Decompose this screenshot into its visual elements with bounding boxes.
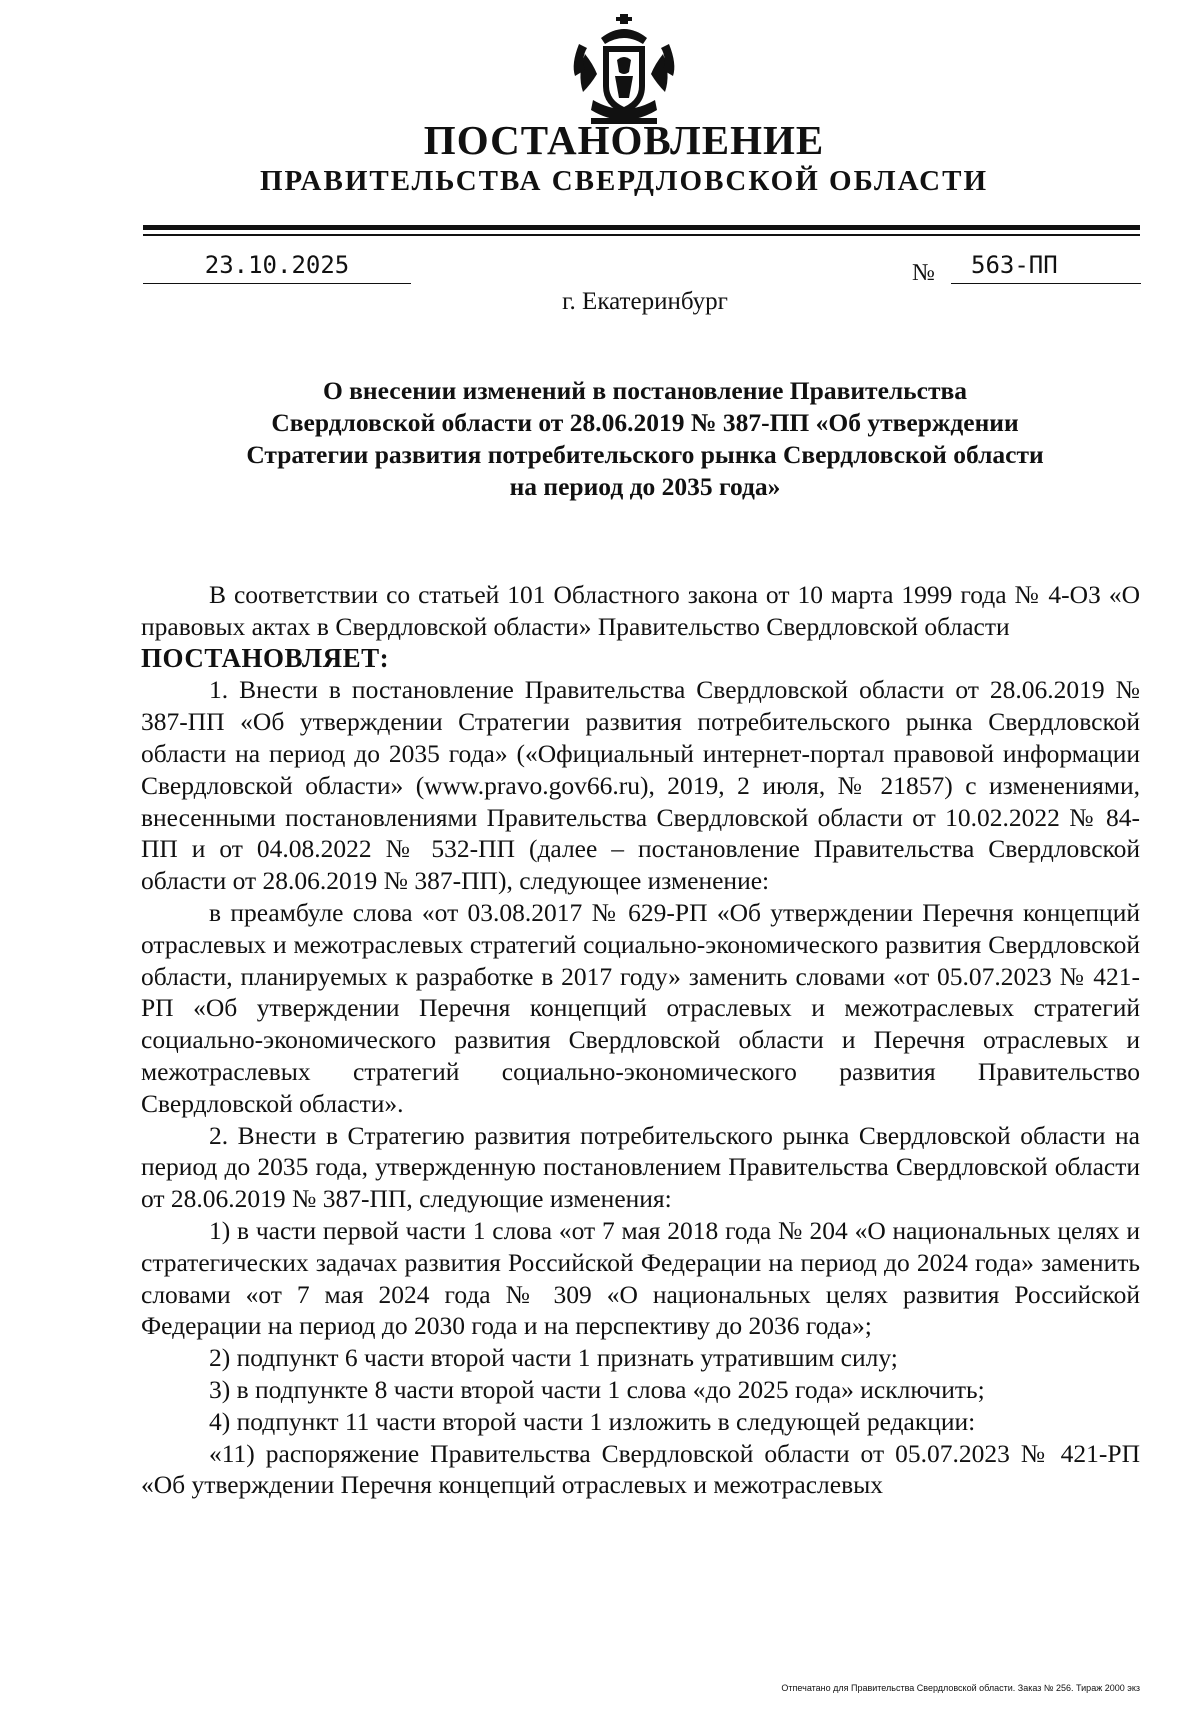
issuer-title: ПРАВИТЕЛЬСТВА СВЕРДЛОВСКОЙ ОБЛАСТИ: [259, 165, 989, 197]
heading-line: Свердловской области от 28.06.2019 № 387-ПП «Об утверждении: [271, 408, 1019, 437]
subitem-4-paragraph: 4) подпункт 11 части второй части 1 изложить в следующей редакции:: [209, 1406, 976, 1436]
preamble-paragraph: В соответствии со статьей 101 Областного закона от 10 марта 1999 года № 4-ОЗ «О правовых актах в Свердловской области» Правительство Свердловской области: [141, 580, 1140, 641]
subitem-1-paragraph: 1) в части первой части 1 слова «от 7 мая 2018 года № 204 «О национальных целях и стратегических задачах развития Российской Федерации на период до 2024 года» заменить словами «от 7 мая 2024 года № 309 «О национальных целях развития Российской Федерации на период до 2030 года и на перспективу до 2036 года»;: [141, 1215, 1140, 1341]
heading-line: на период до 2035 года»: [509, 472, 781, 501]
heading-line: О внесении изменений в постановление Правительства: [322, 376, 968, 405]
item-1-paragraph: 1. Внести в постановление Правительства Свердловской области от 28.06.2019 № 387-ПП «Об утверждении Стратегии развития потребительского рынка Свердловской области на период до 2035 года» («Официальный интернет-портал правовой информации Свердловской области» (www.pravo.gov66.ru), 2019, 2 июля, № 21857) с изменениями, внесенными постановлениями Правительства Свердловской области от 10.02.2022 № 84-ПП и от 04.08.2022 № 532-ПП (далее – постановление Правительства Свердловской области от 28.06.2019 № 387-ПП), следующее изменение:: [141, 675, 1140, 896]
item-2-paragraph: 2. Внести в Стратегию развития потребительского рынка Свердловской области на период до 2035 года, утвержденную постановлением Правительства Свердловской области от 28.06.2019 № 387-ПП, следующие изменения:: [141, 1120, 1140, 1214]
document-heading: [150, 375, 1140, 503]
document-number: 563-ПП: [951, 251, 1141, 284]
coat-of-arms-emblem-icon: [571, 14, 677, 130]
document-date: 23.10.2025: [143, 251, 411, 284]
print-footer: Отпечатано для Правительства Свердловской области. Заказ № 256. Тираж 2000 экз: [781, 1683, 1140, 1693]
subitem-3-paragraph: 3) в подпункте 8 части второй части 1 слова «до 2025 года» исключить;: [209, 1374, 985, 1404]
subitem-4-new-text: «11) распоряжение Правительства Свердловской области от 05.07.2023 № 421-РП «Об утверждении Перечня концепций отраслевых и межотраслевых: [141, 1438, 1140, 1500]
decree-word: ПОСТАНОВЛЯЕТ:: [141, 642, 390, 673]
number-label: №: [912, 260, 935, 286]
subitem-2-paragraph: 2) подпункт 6 части второй части 1 признать утратившим силу;: [209, 1343, 898, 1373]
item-1-change-paragraph: в преамбуле слова «от 03.08.2017 № 629-РП «Об утверждении Перечня концепций отраслевых и межотраслевых стратегий социально-экономического развития Свердловской области, планируемых к разработке в 2017 году» заменить словами «от 05.07.2023 № 421-РП «Об утверждении Перечня концепций отраслевых и межотраслевых стратегий социально-экономического развития Свердловской области и Перечня отраслевых и межотраслевых стратегий социально-экономического развития Правительство Свердловской области».: [141, 897, 1140, 1118]
header-rule-thick: [143, 225, 1140, 230]
header-rule-thin: [143, 234, 1140, 236]
document-title: ПОСТАНОВЛЕНИЕ: [423, 117, 825, 163]
heading-line: Стратегии развития потребительского рынка Свердловской области: [246, 440, 1044, 469]
document-city: г. Екатеринбург: [562, 288, 728, 315]
document-body: [141, 579, 1140, 1501]
